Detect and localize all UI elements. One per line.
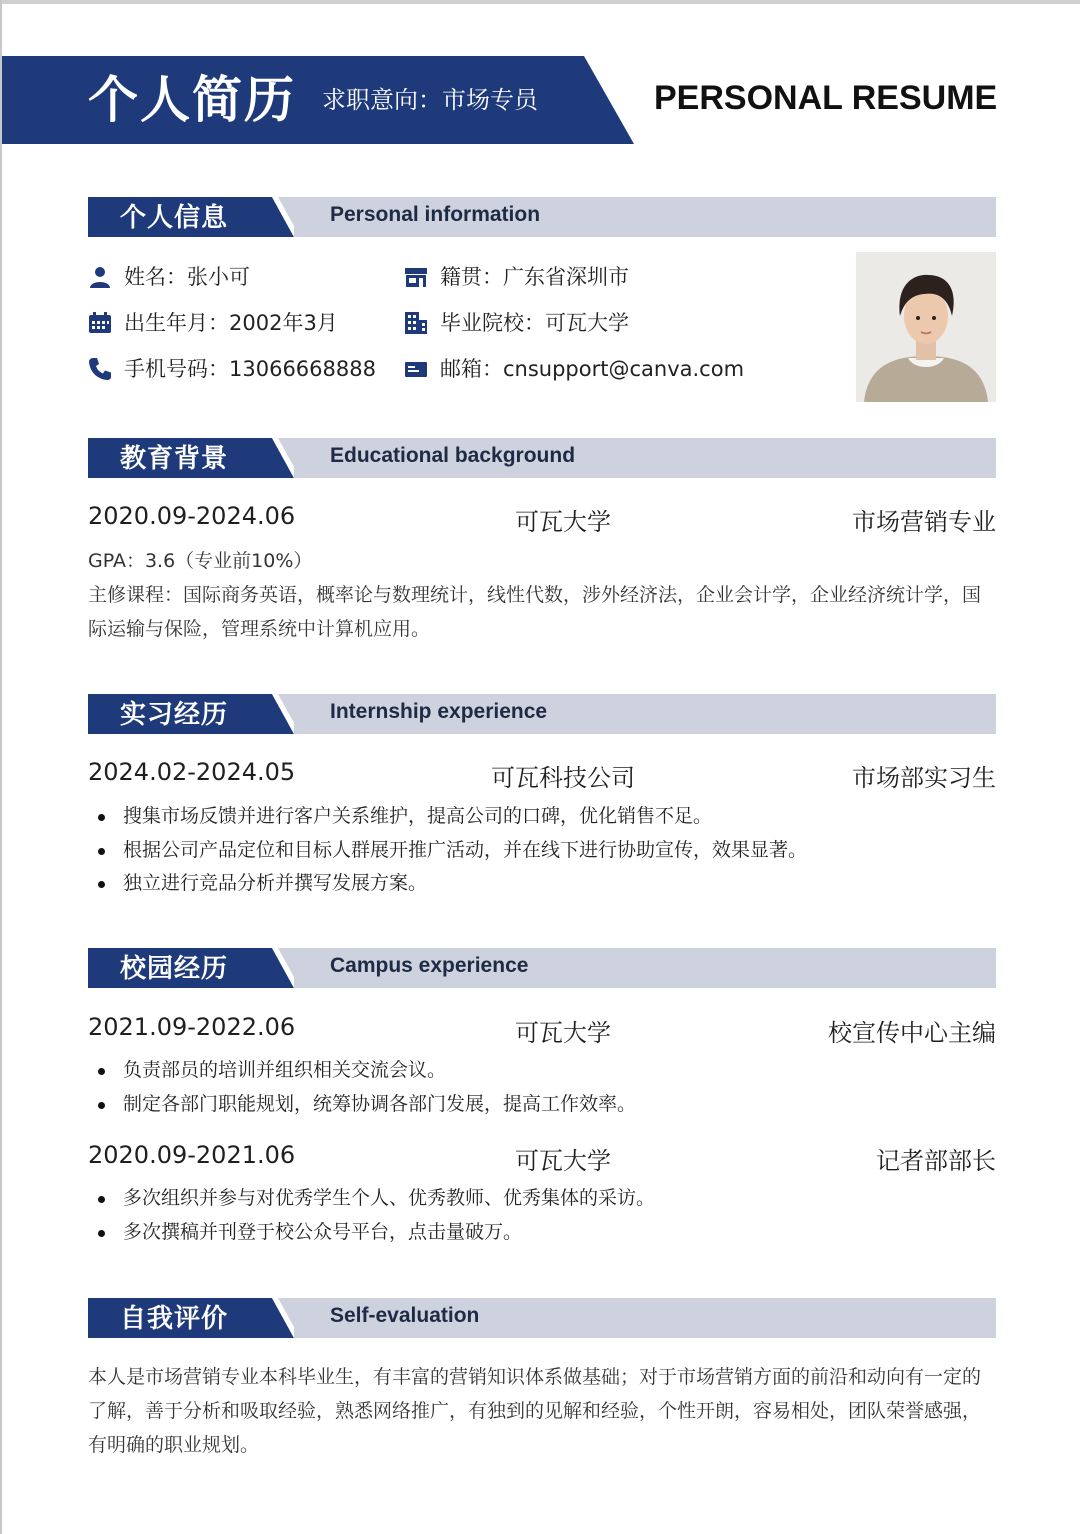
phone-icon (88, 357, 112, 381)
job-intent: 求职意向：市场专员 (322, 86, 538, 114)
person-icon (88, 265, 112, 289)
entry-org: 可瓦科技公司 (491, 764, 635, 792)
calendar-icon (88, 311, 112, 335)
entry-date: 2020.09-2024.06 (88, 502, 296, 530)
section-header-campus (88, 948, 996, 988)
section-title-zh: 教育背景 (120, 444, 229, 474)
section-title-en: Educational background (330, 444, 576, 467)
store-icon (404, 265, 428, 289)
internship-entry (88, 758, 996, 792)
info-phone (88, 354, 376, 384)
section-title-zh: 实习经历 (120, 700, 229, 730)
campus-entry (88, 1013, 996, 1047)
campus-bullets (88, 1054, 996, 1121)
info-hometown (404, 262, 629, 292)
entry-date: 2020.09-2021.06 (88, 1141, 296, 1169)
education-entry (88, 502, 996, 536)
education-courses: 主修课程：国际商务英语，概率论与数理统计，线性代数，涉外经济法，企业会计学，企业经济统计学，国际运输与保险，管理系统中计算机应用。 (88, 584, 982, 640)
entry-role: 市场部实习生 (852, 764, 996, 792)
list-item: 多次撰稿并刊登于校公众号平台，点击量破万。 (88, 1216, 996, 1250)
info-label: 手机号码： (124, 357, 229, 381)
education-gpa: GPA：3.6（专业前10%） (88, 550, 313, 572)
section-title-en: Personal information (330, 203, 541, 226)
internship-bullets (88, 800, 996, 901)
entry-role: 市场营销专业 (852, 508, 996, 536)
list-item: 负责部员的培训并组织相关交流会议。 (88, 1054, 996, 1088)
section-title-en: Self-evaluation (330, 1304, 480, 1327)
info-value: 张小可 (187, 265, 250, 289)
section-title-en: Internship experience (330, 700, 548, 723)
entry-date: 2021.09-2022.06 (88, 1013, 296, 1041)
entry-org: 可瓦大学 (515, 1019, 611, 1047)
info-value: 13066668888 (229, 357, 376, 381)
entry-org: 可瓦大学 (515, 1147, 611, 1175)
entry-date: 2024.02-2024.05 (88, 758, 296, 786)
info-name (88, 262, 250, 292)
entry-role: 校宣传中心主编 (828, 1019, 996, 1047)
info-value: 广东省深圳市 (503, 265, 629, 289)
section-header-internship (88, 694, 996, 734)
section-title-zh: 校园经历 (120, 954, 229, 984)
building-icon (404, 311, 428, 335)
self-evaluation-text: 本人是市场营销专业本科毕业生，有丰富的营销知识体系做基础；对于市场营销方面的前沿和动向有一定的了解，善于分析和吸取经验，熟悉网络推广，有独到的见解和经验，个性开朗，容易相处，团队荣誉感强，有明确的职业规划。 (88, 1366, 982, 1456)
list-item: 根据公司产品定位和目标人群展开推广活动，并在线下进行协助宣传，效果显著。 (88, 834, 996, 868)
campus-entry (88, 1141, 996, 1175)
info-email (404, 354, 744, 384)
section-header-education (88, 438, 996, 478)
info-value: cnsupport@canva.com (503, 357, 745, 381)
section-title-zh: 自我评价 (120, 1304, 229, 1334)
info-birth (88, 308, 338, 338)
section-header-self-eval (88, 1298, 996, 1338)
list-item: 多次组织并参与对优秀学生个人、优秀教师、优秀集体的采访。 (88, 1182, 996, 1216)
list-item: 独立进行竞品分析并撰写发展方案。 (88, 867, 996, 901)
mail-icon (404, 357, 428, 381)
english-title: PERSONAL RESUME (654, 79, 998, 117)
profile-photo (856, 252, 996, 402)
info-value: 2002年3月 (229, 311, 338, 335)
entry-role: 记者部部长 (876, 1147, 996, 1175)
section-header-personal (88, 197, 996, 237)
campus-bullets (88, 1182, 996, 1249)
info-value: 可瓦大学 (545, 311, 629, 335)
list-item: 制定各部门职能规划，统筹协调各部门发展，提高工作效率。 (88, 1088, 996, 1122)
page-border-top (0, 0, 1080, 4)
info-label: 籍贯： (440, 265, 503, 289)
info-label: 姓名： (124, 265, 187, 289)
info-label: 邮箱： (440, 357, 503, 381)
resume-title: 个人简历 (88, 71, 296, 129)
entry-org: 可瓦大学 (515, 508, 611, 536)
list-item: 搜集市场反馈并进行客户关系维护，提高公司的口碑，优化销售不足。 (88, 800, 996, 834)
page-border-left (0, 0, 2, 1534)
section-title-zh: 个人信息 (120, 203, 229, 233)
info-label: 毕业院校： (440, 311, 545, 335)
info-school (404, 308, 629, 338)
section-title-en: Campus experience (330, 954, 529, 977)
info-label: 出生年月： (124, 311, 229, 335)
